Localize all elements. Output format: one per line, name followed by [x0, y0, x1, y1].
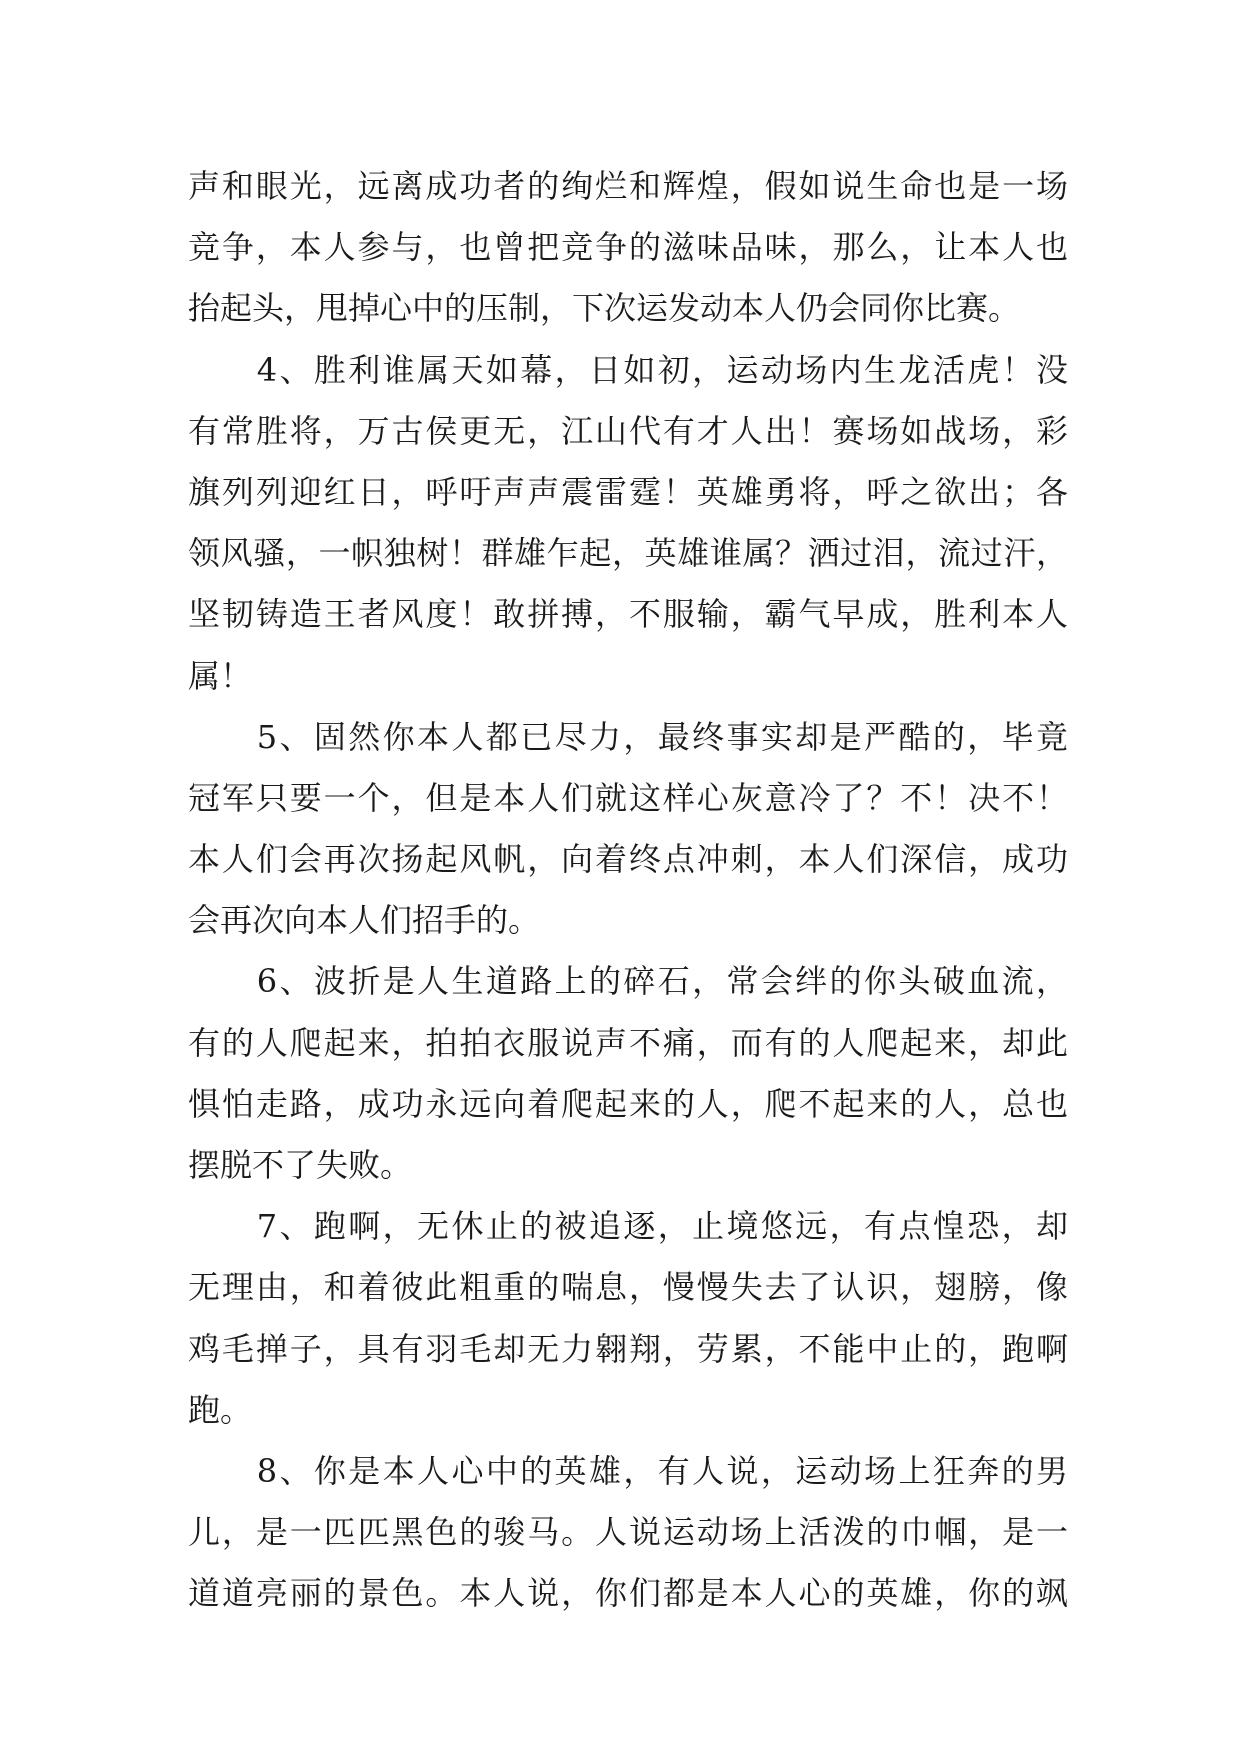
text-line: 本人们会再次扬起风帆，向着终点冲刺，本人们深信，成功 [188, 840, 1068, 879]
paragraph-5 [188, 707, 1068, 952]
text-line: 属！ [188, 656, 253, 695]
text-line: 抬起头，甩掉心中的压制，下次运发动本人仍会同你比赛。 [188, 289, 1021, 328]
text-line: 8、你是本人心中的英雄，有人说，运动场上狂奔的男 [188, 1451, 1068, 1490]
text-line: 儿，是一匹匹黑色的骏马。人说运动场上活泼的巾帼，是一 [188, 1513, 1068, 1552]
text-line: 道道亮丽的景色。本人说，你们都是本人心的英雄，你的飒 [188, 1574, 1068, 1613]
text-line: 7、跑啊，无休止的被追逐，止境悠远，有点惶恐，却 [188, 1207, 1068, 1246]
text-line: 无理由，和着彼此粗重的喘息，慢慢失去了认识，翅膀，像 [188, 1268, 1068, 1307]
text-line: 4、胜利谁属天如幕，日如初，运动场内生龙活虎！没 [188, 350, 1068, 389]
paragraph-continued [188, 156, 1068, 340]
text-line: 坚韧铸造王者风度！敢拼搏，不服输，霸气早成，胜利本人 [188, 595, 1068, 634]
text-line: 跑。 [188, 1390, 253, 1429]
text-line: 摆脱不了失败。 [188, 1146, 413, 1184]
text-line: 旗列列迎红日，呼吁声声震雷霆！英雄勇将，呼之欲出；各 [188, 472, 1068, 511]
text-line: 鸡毛掸子，具有羽毛却无力翱翔，劳累，不能中止的，跑啊 [188, 1329, 1068, 1368]
document-body [188, 156, 1068, 1625]
text-line: 声和眼光，远离成功者的绚烂和辉煌，假如说生命也是一场 [188, 167, 1068, 205]
text-line: 有常胜将，万古侯更无，江山代有才人出！赛场如战场，彩 [188, 411, 1068, 450]
paragraph-7 [188, 1196, 1068, 1441]
paragraph-8 [188, 1441, 1068, 1625]
text-line: 5、固然你本人都已尽力，最终事实却是严酷的，毕竟 [188, 717, 1068, 756]
text-line: 惧怕走路，成功永远向着爬起来的人，爬不起来的人，总也 [188, 1084, 1068, 1123]
text-line: 竞争，本人参与，也曾把竞争的滋味品味，那么，让本人也 [188, 228, 1068, 267]
text-line: 会再次向本人们招手的。 [188, 901, 541, 940]
paragraph-4 [188, 340, 1068, 707]
text-line: 有的人爬起来，拍拍衣服说声不痛，而有的人爬起来，却此 [188, 1023, 1068, 1062]
text-line: 6、波折是人生道路上的碎石，常会绊的你头破血流， [188, 962, 1068, 1001]
text-line: 领风骚，一帜独树！群雄乍起，英雄谁属？洒过泪，流过汗， [188, 534, 1068, 573]
paragraph-6 [188, 951, 1068, 1196]
text-line: 冠军只要一个，但是本人们就这样心灰意冷了？不！决不！ [188, 778, 1068, 817]
